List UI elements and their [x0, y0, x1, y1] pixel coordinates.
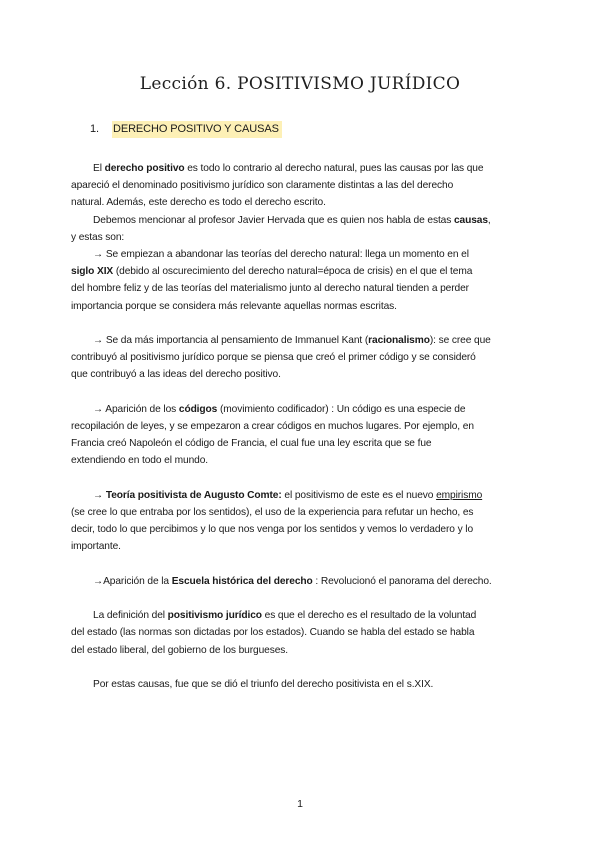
paragraph-line: Francia creó Napoleón el código de Francia, el cual fue una ley escrita que se fue	[71, 438, 432, 450]
text-run: ,	[487, 214, 491, 226]
text-run: → Se da más importancia al pensamiento de Immanuel Kant (	[93, 335, 369, 347]
section-heading	[90, 123, 282, 135]
paragraph-line: que contribuyó a las ideas del derecho positivo.	[71, 369, 281, 381]
lesson-title: Lección 6. POSITIVISMO JURÍDICO	[139, 74, 461, 94]
text-run: La definición del	[93, 610, 168, 622]
paragraph-line: contribuyó al positivismo jurídico porque se piensa que creó el primer código y se consideró	[71, 352, 476, 364]
paragraph-line: natural. Además, este derecho es todo el derecho escrito.	[71, 197, 326, 209]
bold-term: siglo XIX	[71, 266, 114, 278]
paragraph-line	[71, 332, 531, 349]
text-run: → Aparición de los	[93, 403, 179, 415]
bold-term: Escuela histórica del derecho	[171, 575, 313, 587]
text-run: (debido al oscurecimiento del derecho natural=época de crisis) en el que el tema	[113, 266, 473, 278]
section-number: 1.	[90, 123, 99, 135]
bold-term: códigos	[178, 403, 218, 415]
text-run: es todo lo contrario al derecho natural, pues las causas por las que	[184, 163, 484, 174]
bold-term: Teoría positivista de Augusto Comte:	[105, 489, 282, 501]
paragraph-line: importancia porque se considera más relevante aquellas normas escritas.	[71, 300, 397, 312]
text-run: →Aparición de la	[93, 575, 172, 587]
paragraph-line	[71, 263, 531, 280]
paragraph-line: extendiendo en todo el mundo.	[71, 455, 209, 467]
paragraph-line: decir, todo lo que percibimos y lo que nos venga por los sentidos y vemos lo verdadero y lo	[71, 524, 474, 536]
paragraph-line: importante.	[71, 541, 121, 553]
text-run: Debemos mencionar al profesor Javier Hervada que es quien nos habla de estas	[93, 214, 454, 226]
page-number: 1	[297, 798, 303, 810]
bold-term: positivismo jurídico	[167, 610, 262, 622]
text-run: ): se cree que	[429, 335, 491, 347]
paragraph-line: Por estas causas, fue que se dió el triunfo del derecho positivista en el s.XIX.	[93, 679, 434, 690]
paragraph-line: recopilación de leyes, y se empezaron a crear códigos en muchos lugares. Por ejemplo, en	[71, 421, 474, 433]
bold-term: derecho positivo	[104, 163, 185, 174]
text-run: : Revolucionó el panorama del derecho.	[312, 575, 492, 587]
bold-term: causas	[453, 214, 488, 226]
body-text	[71, 160, 531, 693]
paragraph-line	[71, 487, 531, 504]
paragraph-line	[71, 160, 531, 177]
paragraph-line	[71, 401, 531, 418]
text-run: es que el derecho es el resultado de la voluntad	[261, 610, 477, 622]
paragraph-line	[71, 212, 531, 229]
paragraph-line: → Se empiezan a abandonar las teorías del derecho natural: llega un momento en el	[93, 249, 469, 261]
bold-term: racionalismo	[368, 335, 430, 347]
section-title: DERECHO POSITIVO Y CAUSAS	[112, 121, 282, 138]
paragraph-line: del hombre feliz y de las teorías del materialismo junto al derecho natural tienden a perder	[71, 283, 469, 295]
paragraph-line: del estado (las normas son dictadas por los estados). Cuando se habla del estado se habla	[71, 627, 475, 639]
paragraph-line	[71, 573, 531, 590]
text-run: →	[93, 489, 106, 501]
paragraph-line: y estas son:	[71, 231, 125, 243]
text-run: El	[93, 163, 105, 174]
paragraph-line: del estado liberal, del gobierno de los burgueses.	[71, 644, 289, 656]
paragraph-line: apareció el denominado positivismo jurídico son claramente distintas a las del derecho	[71, 180, 454, 192]
text-run: el positivismo de este es el nuevo	[281, 489, 437, 501]
text-run: (movimiento codificador) : Un código es una especie de	[217, 403, 466, 415]
paragraph-line	[71, 607, 531, 624]
underlined-term: empirismo	[436, 489, 483, 501]
paragraph-line: (se cree lo que entraba por los sentidos), el uso de la experiencia para refutar un hecho, es	[71, 507, 474, 519]
